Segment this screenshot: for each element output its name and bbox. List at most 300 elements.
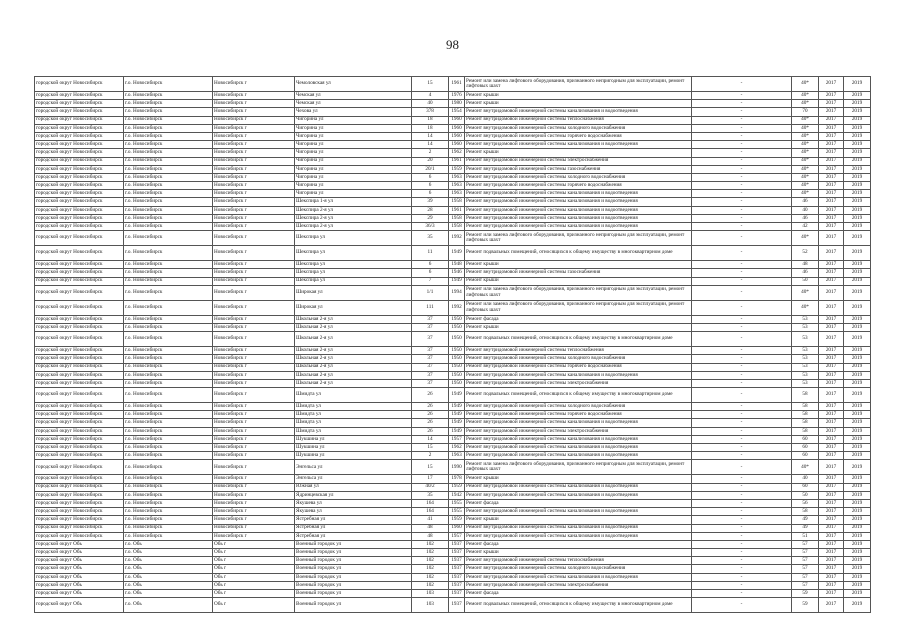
end-year-cell: 2019	[844, 277, 871, 285]
locality-cell: Обь г	[213, 557, 295, 565]
district-cell: г.о. Новосибирск	[124, 231, 213, 246]
district-cell: г.о. Новосибирск	[124, 116, 213, 124]
start-year-cell: 2017	[819, 388, 844, 403]
district-cell: г.о. Новосибирск	[124, 206, 213, 214]
year-built-cell: 1959	[449, 165, 465, 173]
table-row	[35, 532, 871, 540]
street-cell: Шекспира ул	[295, 231, 412, 246]
municipality-cell: городской округ Новосибирск	[35, 516, 124, 524]
start-year-cell: 2017	[819, 475, 844, 483]
year-built-cell: 1949	[449, 411, 465, 419]
reserve-cell: -	[692, 92, 792, 100]
house-number-cell: 35	[412, 231, 449, 246]
reserve-cell: -	[692, 277, 792, 285]
reserve-cell: -	[692, 388, 792, 403]
work-type-cell: Ремонт внутридомовой инженерной системы электроснабжения	[465, 581, 692, 589]
end-year-cell: 2019	[844, 261, 871, 269]
house-number-cell: 26	[412, 427, 449, 435]
table-row	[35, 452, 871, 460]
start-year-cell: 2017	[819, 549, 844, 557]
fund-cell: 40*	[792, 300, 819, 315]
start-year-cell: 2017	[819, 483, 844, 491]
start-year-cell: 2017	[819, 285, 844, 300]
table-row	[35, 332, 871, 347]
house-number-cell: 17	[412, 475, 449, 483]
street-cell: Шмидта ул	[295, 388, 412, 403]
reserve-cell: -	[692, 315, 792, 323]
work-type-cell: Ремонт внутридомовой инженерной системы теплоснабжения	[465, 557, 692, 565]
locality-cell: Обь г	[213, 581, 295, 589]
locality-cell: Новосибирск г	[213, 532, 295, 540]
house-number-cell: 26	[412, 411, 449, 419]
work-type-cell: Ремонт внутридомовой инженерной системы канализования и водоотведения	[465, 435, 692, 443]
year-built-cell: 1959	[449, 516, 465, 524]
street-cell: Шмидта ул	[295, 403, 412, 411]
fund-cell: 59	[792, 598, 819, 613]
work-type-cell: Ремонт внутридомовой инженерной системы канализования и водоотведения	[465, 524, 692, 532]
year-built-cell: 1957	[449, 435, 465, 443]
house-number-cell: 40/2	[412, 483, 449, 491]
district-cell: г.о. Новосибирск	[124, 532, 213, 540]
reserve-cell: -	[692, 261, 792, 269]
year-built-cell: 1958	[449, 214, 465, 222]
fund-cell: 60	[792, 435, 819, 443]
street-cell: Южная ул	[295, 483, 412, 491]
fund-cell: 53	[792, 347, 819, 355]
locality-cell: Новосибирск г	[213, 524, 295, 532]
locality-cell: Новосибирск г	[213, 269, 295, 277]
year-built-cell: 1937	[449, 581, 465, 589]
fund-cell: 40*	[792, 77, 819, 92]
start-year-cell: 2017	[819, 116, 844, 124]
end-year-cell: 2019	[844, 182, 871, 190]
table-row	[35, 435, 871, 443]
end-year-cell: 2019	[844, 246, 871, 261]
start-year-cell: 2017	[819, 323, 844, 331]
municipality-cell: городской округ Новосибирск	[35, 508, 124, 516]
reserve-cell: -	[692, 190, 792, 198]
end-year-cell: 2019	[844, 198, 871, 206]
reserve-cell: -	[692, 108, 792, 116]
reserve-cell: -	[692, 573, 792, 581]
start-year-cell: 2017	[819, 355, 844, 363]
house-number-cell: 37	[412, 332, 449, 347]
municipality-cell: городской округ Обь	[35, 573, 124, 581]
start-year-cell: 2017	[819, 182, 844, 190]
reserve-cell: -	[692, 516, 792, 524]
year-built-cell: 1950	[449, 332, 465, 347]
locality-cell: Обь г	[213, 590, 295, 598]
table-row	[35, 499, 871, 507]
end-year-cell: 2019	[844, 355, 871, 363]
locality-cell: Новосибирск г	[213, 132, 295, 140]
start-year-cell: 2017	[819, 157, 844, 165]
fund-cell: 40*	[792, 141, 819, 149]
district-cell: г.о. Новосибирск	[124, 182, 213, 190]
start-year-cell: 2017	[819, 214, 844, 222]
end-year-cell: 2019	[844, 598, 871, 613]
house-number-cell: 35	[412, 491, 449, 499]
house-number-cell: 164	[412, 508, 449, 516]
year-built-cell: 1962	[449, 444, 465, 452]
locality-cell: Новосибирск г	[213, 124, 295, 132]
street-cell: Чигорина ул	[295, 149, 412, 157]
reserve-cell: -	[692, 581, 792, 589]
year-built-cell: 1960	[449, 524, 465, 532]
work-type-cell: Ремонт внутридомовой инженерной системы канализования и водоотведения	[465, 573, 692, 581]
district-cell: г.о. Новосибирск	[124, 173, 213, 181]
municipality-cell: городской округ Новосибирск	[35, 231, 124, 246]
house-number-cell: 14	[412, 435, 449, 443]
work-type-cell: Ремонт внутридомовой инженерной системы канализования и водоотведения	[465, 108, 692, 116]
municipality-cell: городской округ Новосибирск	[35, 355, 124, 363]
start-year-cell: 2017	[819, 403, 844, 411]
street-cell: Якушева ул	[295, 508, 412, 516]
work-type-cell: Ремонт внутридомовой инженерной системы канализования и водоотведения	[465, 532, 692, 540]
fund-cell: 53	[792, 323, 819, 331]
municipality-cell: городской округ Новосибирск	[35, 269, 124, 277]
year-built-cell: 1963	[449, 452, 465, 460]
house-number-cell: 11	[412, 246, 449, 261]
municipality-cell: городской округ Новосибирск	[35, 246, 124, 261]
house-number-cell: 41	[412, 516, 449, 524]
work-type-cell: Ремонт внутридомовой инженерной системы теплоснабжения	[465, 116, 692, 124]
work-type-cell: Ремонт или замена лифтового оборудования, признанного непригодным для эксплуатации, ремонт лифтовых шахт	[465, 460, 692, 475]
locality-cell: Новосибирск г	[213, 182, 295, 190]
house-number-cell: 15	[412, 460, 449, 475]
district-cell: г.о. Новосибирск	[124, 444, 213, 452]
municipality-cell: городской округ Новосибирск	[35, 444, 124, 452]
house-number-cell: 6	[412, 261, 449, 269]
table-row	[35, 149, 871, 157]
street-cell: Шекспира 2-я ул	[295, 223, 412, 231]
end-year-cell: 2019	[844, 411, 871, 419]
municipality-cell: городской округ Обь	[35, 565, 124, 573]
fund-cell: 40*	[792, 100, 819, 108]
start-year-cell: 2017	[819, 581, 844, 589]
reserve-cell: -	[692, 499, 792, 507]
work-type-cell: Ремонт крыши	[465, 516, 692, 524]
work-type-cell: Ремонт внутридомовой инженерной системы теплоснабжения	[465, 347, 692, 355]
house-number-cell: 14	[412, 132, 449, 140]
end-year-cell: 2019	[844, 149, 871, 157]
house-number-cell: 18	[412, 124, 449, 132]
table-row	[35, 475, 871, 483]
district-cell: г.о. Новосибирск	[124, 371, 213, 379]
street-cell: Шекспира ул	[295, 261, 412, 269]
locality-cell: Новосибирск г	[213, 261, 295, 269]
district-cell: г.о. Новосибирск	[124, 483, 213, 491]
house-number-cell: 37	[412, 355, 449, 363]
end-year-cell: 2019	[844, 540, 871, 548]
house-number-cell: 26	[412, 388, 449, 403]
work-type-cell: Ремонт внутридомовой инженерной системы электроснабжения	[465, 379, 692, 387]
start-year-cell: 2017	[819, 261, 844, 269]
district-cell: г.о. Новосибирск	[124, 315, 213, 323]
fund-cell: 57	[792, 573, 819, 581]
house-number-cell: 15	[412, 444, 449, 452]
end-year-cell: 2019	[844, 403, 871, 411]
locality-cell: Новосибирск г	[213, 100, 295, 108]
table-row	[35, 285, 871, 300]
reserve-cell: -	[692, 300, 792, 315]
district-cell: г.о. Новосибирск	[124, 165, 213, 173]
street-cell: Ядринцевская ул	[295, 491, 412, 499]
year-built-cell: 1960	[449, 116, 465, 124]
district-cell: г.о. Новосибирск	[124, 100, 213, 108]
fund-cell: 59	[792, 590, 819, 598]
start-year-cell: 2017	[819, 371, 844, 379]
street-cell: Чигорина ул	[295, 190, 412, 198]
municipality-cell: городской округ Новосибирск	[35, 452, 124, 460]
locality-cell: Новосибирск г	[213, 141, 295, 149]
municipality-cell: городской округ Новосибирск	[35, 388, 124, 403]
end-year-cell: 2019	[844, 190, 871, 198]
street-cell: Шукшина ул	[295, 444, 412, 452]
start-year-cell: 2017	[819, 141, 844, 149]
table-row	[35, 557, 871, 565]
reserve-cell: -	[692, 411, 792, 419]
house-number-cell: 102	[412, 565, 449, 573]
street-cell: Шекспира ул	[295, 246, 412, 261]
municipality-cell: городской округ Новосибирск	[35, 149, 124, 157]
table-row	[35, 444, 871, 452]
year-built-cell: 1961	[449, 206, 465, 214]
start-year-cell: 2017	[819, 173, 844, 181]
reserve-cell: -	[692, 182, 792, 190]
street-cell: Военный городок ул	[295, 540, 412, 548]
municipality-cell: городской округ Новосибирск	[35, 108, 124, 116]
reserve-cell: -	[692, 379, 792, 387]
house-number-cell: 4	[412, 92, 449, 100]
municipality-cell: городской округ Новосибирск	[35, 132, 124, 140]
municipality-cell: городской округ Новосибирск	[35, 347, 124, 355]
fund-cell: 60	[792, 452, 819, 460]
municipality-cell: городской округ Новосибирск	[35, 483, 124, 491]
municipality-cell: городской округ Новосибирск	[35, 92, 124, 100]
start-year-cell: 2017	[819, 149, 844, 157]
table-row	[35, 347, 871, 355]
end-year-cell: 2019	[844, 581, 871, 589]
work-type-cell: Ремонт внутридомовой инженерной системы канализования и водоотведения	[465, 198, 692, 206]
district-cell: г.о. Новосибирск	[124, 214, 213, 222]
district-cell: г.о. Новосибирск	[124, 403, 213, 411]
table-row	[35, 427, 871, 435]
fund-cell: 53	[792, 332, 819, 347]
house-number-cell: 20	[412, 157, 449, 165]
table-row	[35, 100, 871, 108]
year-built-cell: 1950	[449, 347, 465, 355]
locality-cell: Новосибирск г	[213, 452, 295, 460]
table-row	[35, 598, 871, 613]
reserve-cell: -	[692, 435, 792, 443]
year-built-cell: 1955	[449, 508, 465, 516]
locality-cell: Новосибирск г	[213, 483, 295, 491]
municipality-cell: городской округ Новосибирск	[35, 300, 124, 315]
locality-cell: Новосибирск г	[213, 355, 295, 363]
end-year-cell: 2019	[844, 427, 871, 435]
district-cell: г.о. Новосибирск	[124, 269, 213, 277]
district-cell: г.о. Новосибирск	[124, 411, 213, 419]
work-type-cell: Ремонт внутридомовой инженерной системы канализования и водоотведения	[465, 491, 692, 499]
house-number-cell: 48	[412, 524, 449, 532]
fund-cell: 40*	[792, 132, 819, 140]
district-cell: г.о. Обь	[124, 581, 213, 589]
year-built-cell: 1949	[449, 419, 465, 427]
locality-cell: Новосибирск г	[213, 460, 295, 475]
street-cell: Школьная 2-я ул	[295, 347, 412, 355]
end-year-cell: 2019	[844, 516, 871, 524]
street-cell: Широкая ул	[295, 285, 412, 300]
reserve-cell: -	[692, 565, 792, 573]
start-year-cell: 2017	[819, 198, 844, 206]
year-built-cell: 1950	[449, 371, 465, 379]
year-built-cell: 1960	[449, 124, 465, 132]
locality-cell: Новосибирск г	[213, 165, 295, 173]
table-row	[35, 132, 871, 140]
fund-cell: 58	[792, 427, 819, 435]
start-year-cell: 2017	[819, 132, 844, 140]
locality-cell: Новосибирск г	[213, 77, 295, 92]
municipality-cell: городской округ Новосибирск	[35, 198, 124, 206]
end-year-cell: 2019	[844, 371, 871, 379]
year-built-cell: 1961	[449, 157, 465, 165]
municipality-cell: городской округ Новосибирск	[35, 460, 124, 475]
fund-cell: 40*	[792, 157, 819, 165]
table-row	[35, 277, 871, 285]
year-built-cell: 1937	[449, 549, 465, 557]
reserve-cell: -	[692, 491, 792, 499]
end-year-cell: 2019	[844, 141, 871, 149]
reserve-cell: -	[692, 323, 792, 331]
table-row	[35, 483, 871, 491]
year-built-cell: 1950	[449, 355, 465, 363]
reserve-cell: -	[692, 549, 792, 557]
work-type-cell: Ремонт крыши	[465, 149, 692, 157]
end-year-cell: 2019	[844, 269, 871, 277]
locality-cell: Обь г	[213, 598, 295, 613]
reserve-cell: -	[692, 246, 792, 261]
locality-cell: Новосибирск г	[213, 323, 295, 331]
reserve-cell: -	[692, 452, 792, 460]
reserve-cell: -	[692, 483, 792, 491]
end-year-cell: 2019	[844, 419, 871, 427]
table-row	[35, 590, 871, 598]
work-type-cell: Ремонт внутридомовой инженерной системы холодного водоснабжения	[465, 403, 692, 411]
locality-cell: Новосибирск г	[213, 411, 295, 419]
table-row	[35, 460, 871, 475]
start-year-cell: 2017	[819, 590, 844, 598]
end-year-cell: 2019	[844, 532, 871, 540]
start-year-cell: 2017	[819, 108, 844, 116]
municipality-cell: городской округ Новосибирск	[35, 124, 124, 132]
table-row	[35, 355, 871, 363]
work-type-cell: Ремонт или замена лифтового оборудования, признанного непригодным для эксплуатации, ремонт лифтовых шахт	[465, 77, 692, 92]
locality-cell: Новосибирск г	[213, 206, 295, 214]
locality-cell: Новосибирск г	[213, 246, 295, 261]
reserve-cell: -	[692, 173, 792, 181]
district-cell: г.о. Новосибирск	[124, 108, 213, 116]
reserve-cell: -	[692, 371, 792, 379]
table-row	[35, 524, 871, 532]
end-year-cell: 2019	[844, 491, 871, 499]
street-cell: Военный городок ул	[295, 590, 412, 598]
street-cell: Чигорина ул	[295, 141, 412, 149]
end-year-cell: 2019	[844, 435, 871, 443]
reserve-cell: -	[692, 460, 792, 475]
table-row	[35, 108, 871, 116]
street-cell: Ястребная ул	[295, 516, 412, 524]
locality-cell: Новосибирск г	[213, 475, 295, 483]
street-cell: Чигорина ул	[295, 165, 412, 173]
fund-cell: 46	[792, 198, 819, 206]
year-built-cell: 1978	[449, 475, 465, 483]
fund-cell: 57	[792, 540, 819, 548]
end-year-cell: 2019	[844, 452, 871, 460]
municipality-cell: городской округ Новосибирск	[35, 223, 124, 231]
fund-cell: 40*	[792, 173, 819, 181]
municipality-cell: городской округ Новосибирск	[35, 285, 124, 300]
municipality-cell: городской округ Новосибирск	[35, 173, 124, 181]
municipality-cell: городской округ Новосибирск	[35, 427, 124, 435]
street-cell: Военный городок ул	[295, 565, 412, 573]
house-number-cell: 102	[412, 581, 449, 589]
start-year-cell: 2017	[819, 269, 844, 277]
table-row	[35, 371, 871, 379]
municipality-cell: городской округ Новосибирск	[35, 411, 124, 419]
table-row	[35, 315, 871, 323]
start-year-cell: 2017	[819, 435, 844, 443]
fund-cell: 58	[792, 403, 819, 411]
table-row	[35, 116, 871, 124]
municipality-cell: городской округ Новосибирск	[35, 77, 124, 92]
end-year-cell: 2019	[844, 499, 871, 507]
municipality-cell: городской округ Обь	[35, 549, 124, 557]
municipality-cell: городской округ Новосибирск	[35, 499, 124, 507]
year-built-cell: 1963	[449, 190, 465, 198]
end-year-cell: 2019	[844, 524, 871, 532]
work-type-cell: Ремонт крыши	[465, 549, 692, 557]
street-cell: Чигорина ул	[295, 182, 412, 190]
end-year-cell: 2019	[844, 573, 871, 581]
end-year-cell: 2019	[844, 460, 871, 475]
street-cell: Школьная 2-я ул	[295, 379, 412, 387]
house-number-cell: 37	[412, 363, 449, 371]
municipality-cell: городской округ Новосибирск	[35, 190, 124, 198]
house-number-cell: 102	[412, 540, 449, 548]
municipality-cell: городской округ Новосибирск	[35, 157, 124, 165]
locality-cell: Новосибирск г	[213, 403, 295, 411]
year-built-cell: 1950	[449, 363, 465, 371]
district-cell: г.о. Новосибирск	[124, 132, 213, 140]
locality-cell: Обь г	[213, 573, 295, 581]
fund-cell: 42	[792, 223, 819, 231]
street-cell: Школьная 2-я ул	[295, 371, 412, 379]
end-year-cell: 2019	[844, 223, 871, 231]
fund-cell: 58	[792, 419, 819, 427]
district-cell: г.о. Обь	[124, 557, 213, 565]
house-number-cell: 37	[412, 347, 449, 355]
start-year-cell: 2017	[819, 165, 844, 173]
end-year-cell: 2019	[844, 300, 871, 315]
start-year-cell: 2017	[819, 92, 844, 100]
end-year-cell: 2019	[844, 315, 871, 323]
table-row	[35, 573, 871, 581]
house-number-cell: 18	[412, 116, 449, 124]
work-type-cell: Ремонт внутридомовой инженерной системы канализования и водоотведения	[465, 190, 692, 198]
locality-cell: Новосибирск г	[213, 435, 295, 443]
municipality-cell: городской округ Новосибирск	[35, 379, 124, 387]
